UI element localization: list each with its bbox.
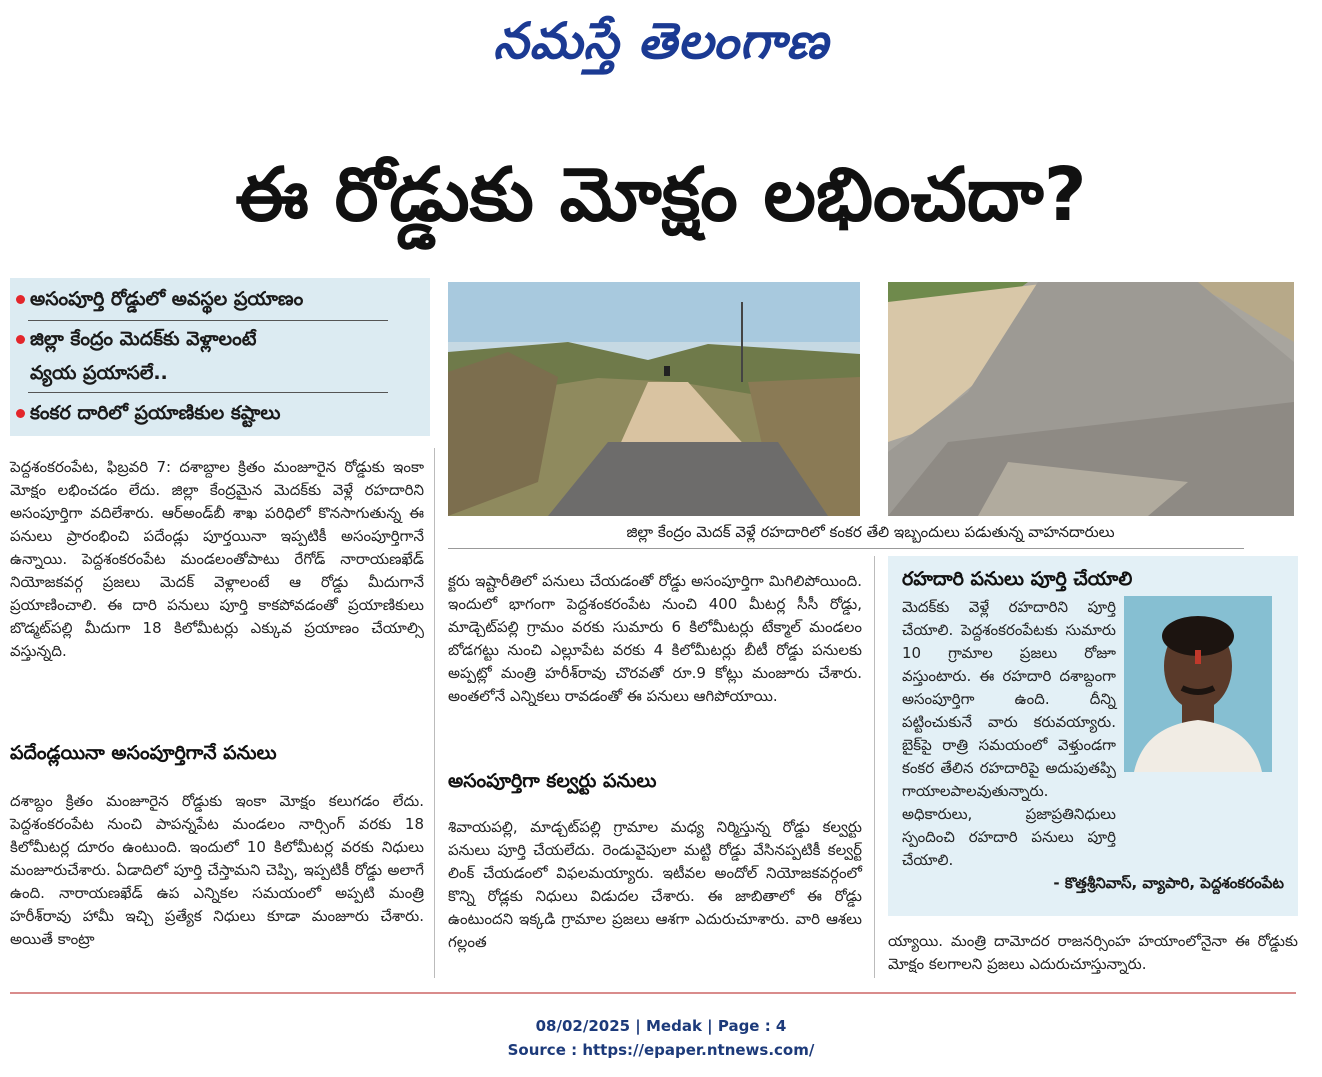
highlight-item-continuation: వ్యయ ప్రయాసలే.. (30, 362, 168, 384)
highlight-item: అసంపూర్తి రోడ్డులో అవస్థల ప్రయాణం (30, 286, 303, 312)
column-rule (434, 448, 435, 978)
subheading-2: అసంపూర్తిగా కల్వర్టు పనులు (448, 770, 657, 792)
article-paragraph-1: పెద్దశంకరంపేట, ఫిబ్రవరి 7: దశాబ్దాల క్రితం మంజూరైన రోడ్డుకు ఇంకా మోక్షం లభించడం లేదు. జిల్లా కేంద్రమైన మెదక్‌కు వెళ్లే రహదారిని అసంపూర్తిగా వదిలేశారు. ఆర్‌అండ్‌బీ శాఖ పరిధిలో కొనసాగుతున్న ఈ పనులు ప్రారంభించి పదేండ్లు పూర్తయినా ఇప్పటికీ అసంపూర్తిగానే ఉన్నాయి. పెద్దశంకరంపేట మండలంతోపాటు రేగోడ్ నారాయణఖేడ్ నియోజకవర్గ ప్రజలు మెదక్ వెళ్లాలంటే ఆ రోడ్డు మీదుగానే ప్రయాణించాలి. ఈ దారి పనులు పూర్తి కాకపోవడంతో ప్రయాణికులు బొడ్మట్‌పల్లి మీదుగా 18 కిలోమీటర్లు ఎక్కువ ప్రయాణం చేయాల్సి వస్తున్నది. (10, 458, 424, 660)
page-bottom-rule (10, 992, 1296, 994)
quote-title: రహదారి పనులు పూర్తి చేయాలి (902, 568, 1133, 590)
gravel-photo-illustration (888, 282, 1294, 516)
headline: ఈ రోడ్డుకు మోక్షం లభించదా? (235, 152, 1087, 238)
quote-box (888, 556, 1298, 916)
highlight-item: కంకర దారిలో ప్రయాణికుల కష్టాలు (30, 400, 280, 426)
person-portrait (1124, 596, 1272, 772)
article-paragraph-5: య్యాయి. మంత్రి దామోదర రాజనర్సింహ హయాంలోనైనా ఈ రోడ్డుకు మోక్షం కలగాలని ప్రజలు ఎదురుచూస్తున్నారు. (888, 932, 1298, 973)
bullet-dot-icon (16, 335, 25, 344)
column-rule (874, 556, 875, 978)
masthead-logo: నమస్తే తెలంగాణ (493, 11, 829, 70)
footer-dateline: 08/02/2025 | Medak | Page : 4 (535, 1017, 787, 1035)
photo-gravel-road (888, 282, 1294, 516)
highlight-divider (28, 392, 388, 393)
caption-divider (448, 548, 1244, 549)
highlights-box (10, 278, 430, 436)
footer-source-link[interactable]: Source : https://epaper.ntnews.com/ (507, 1041, 815, 1059)
article-paragraph-3: క్టరు ఇష్టారీతిలో పనులు చేయడంతో రోడ్డు అసంపూర్తిగా మిగిలిపోయింది. ఇందులో భాగంగా పెద్దశంకరంపేట నుంచి 400 మీటర్ల సీసీ రోడ్డు, మాడ్చెట్‌పల్లి గ్రామం వరకు సుమారు 6 కిలోమీటర్లు టేక్మాల్ మండలం బోడగట్టు నుంచి ఎల్లూపేట వరకు 4 కిలోమీటర్లు బీటీ రోడ్డు పనులకు అప్పట్లో మంత్రి హరీశ్‌రావు చొరవతో రూ.9 కోట్లు మంజూరు చేశారు. అంతలోనే ఎన్నికలు రావడంతో ఈ పనులు ఆగిపోయాయి. (448, 572, 862, 705)
subheading-1: పదేండ్లయినా అసంపూర్తిగానే పనులు (10, 742, 277, 764)
bullet-dot-icon (16, 409, 25, 418)
bullet-dot-icon (16, 295, 25, 304)
article-paragraph-2: దశాబ్దం క్రితం మంజూరైన రోడ్డుకు ఇంకా మోక్షం కలుగడం లేదు. పెద్దశంకరంపేట నుంచి పాపన్నపేట మండలం నార్సింగ్ వరకు 18 కిలోమీటర్ల దూరం ఉంటుంది. ఇందులో 10 కిలోమీటర్ల వరకు నిధులు మంజూరుచేశారు. ఏడాదిలో పూర్తి చేస్తామని చెప్పి, ఇప్పటికీ రోడ్డు అలాగే ఉంది. నారాయణఖేడ్ ఉప ఎన్నికల సమయంలో అప్పటి మంత్రి హరీశ్‌రావు హామీ ఇచ్చి ప్రత్యేక నిధులు కూడా మంజూరు చేశారు. అయితే కాంట్రా (10, 792, 424, 948)
portrait-illustration (1124, 596, 1272, 772)
highlight-divider (28, 320, 388, 321)
quote-signature: - కొత్తశ్రీనివాస్, వ్యాపారి, పెద్దశంకరంపేట (1053, 874, 1284, 892)
photo-dirt-road (448, 282, 860, 516)
highlight-item: జిల్లా కేంద్రం మెదక్‌కు వెళ్లాలంటే (30, 326, 256, 352)
article-paragraph-4: శివాయపల్లి, మాడ్చట్‌పల్లి గ్రామాల మధ్య నిర్మిస్తున్న రోడ్డు కల్వర్టు పనులు పూర్తి చేయలేదు. రెండువైపులా మట్టి రోడ్డు వేసినప్పటికీ కల్వర్ట్ లింక్ చేయడంలో విఫలమయ్యారు. ఇటీవల అందోల్ నియోజకవర్గంలో కొన్ని రోడ్లకు నిధులు విడుదల చేశారు. ఈ జాబితాలో ఈ రోడ్డు ఉంటుందని ఇక్కడి గ్రామాల ప్రజలు ఆశగా ఎదురుచూశారు. వారి ఆశలు గల్లంత (448, 818, 862, 951)
quote-text: మెదక్‌కు వెళ్లే రహదారిని పూర్తి చేయాలి. పెద్దశంకరంపేటకు సుమారు 10 గ్రామాల ప్రజలు రోజూ వస్తుంటారు. ఈ రహదారి దశాబ్దంగా అసంపూర్తిగా ఉంది. దీన్ని పట్టించుకునే వారు కరువయ్యారు. బైక్‌పై రాత్రి సమయంలో వెళ్తుండగా కంకర తేలిన రహదారిపై అదుపుతప్పి గాయాలపాలవుతున్నారు. అధికారులు, ప్రజాప్రతినిధులు స్పందించి రహదారి పనులు పూర్తి చేయాలి. (902, 598, 1116, 869)
road-photo-illustration (448, 282, 860, 516)
photo-caption: జిల్లా కేంద్రం మెదక్ వెళ్లే రహదారిలో కంకర తేలి ఇబ్బందులు పడుతున్న వాహనదారులు (626, 523, 1115, 541)
